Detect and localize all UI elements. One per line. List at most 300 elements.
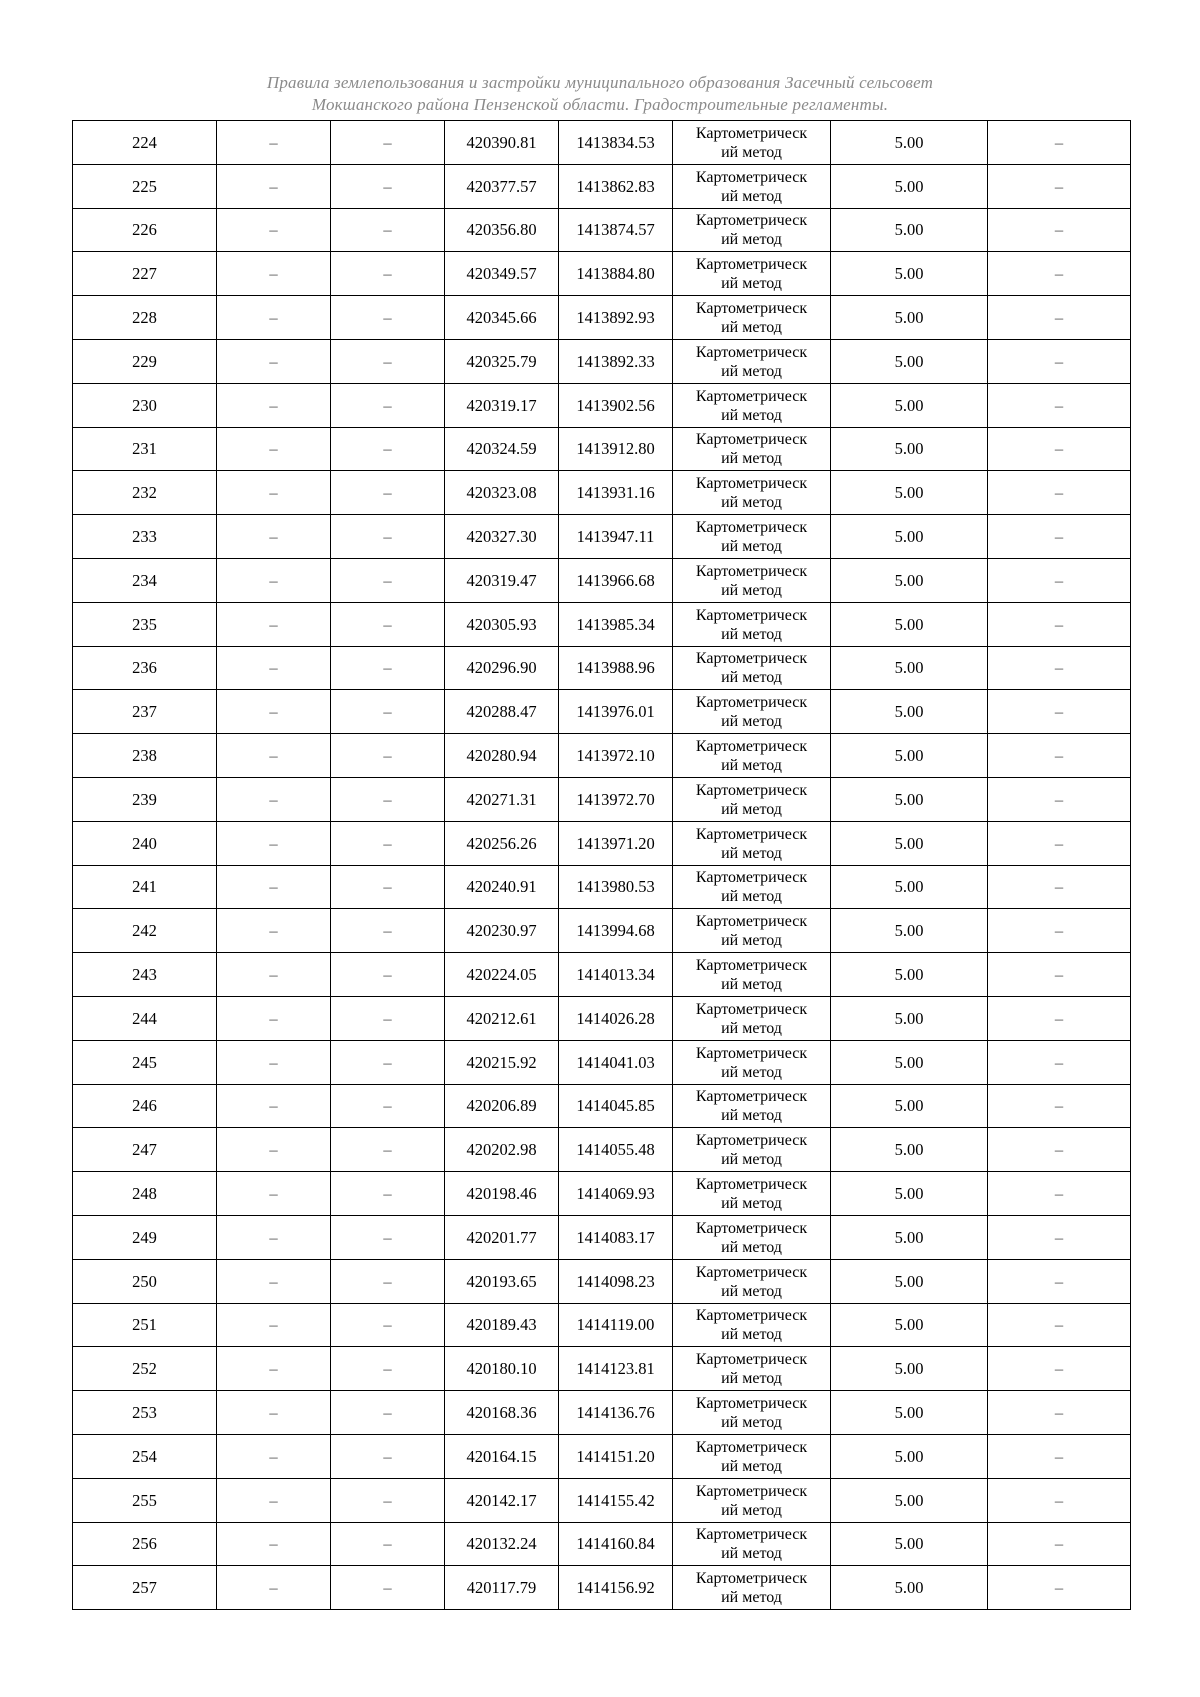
x-coordinate-cell: 420288.47 (445, 690, 559, 734)
y-coordinate-cell: 1414160.84 (559, 1522, 673, 1566)
point-number-cell: 225 (73, 164, 217, 208)
method-text-line-1: Картометрическ (695, 562, 808, 580)
accuracy-cell: 5.00 (831, 1303, 988, 1347)
accuracy-cell: 5.00 (831, 602, 988, 646)
table-row (73, 953, 1131, 997)
x-coordinate-cell: 420280.94 (445, 734, 559, 778)
method-text-line-1: Картометрическ (695, 781, 808, 799)
y-coordinate-cell: 1413980.53 (559, 865, 673, 909)
method-cell (673, 865, 831, 909)
empty-cell: – (988, 1303, 1131, 1347)
accuracy-cell: 5.00 (831, 1215, 988, 1259)
table-row (73, 777, 1131, 821)
x-coordinate-cell: 420345.66 (445, 296, 559, 340)
method-text-line-1: Картометрическ (695, 124, 808, 142)
table-row (73, 471, 1131, 515)
empty-cell: – (988, 383, 1131, 427)
empty-cell: – (217, 471, 331, 515)
point-number-cell: 253 (73, 1391, 217, 1435)
y-coordinate-cell: 1413947.11 (559, 515, 673, 559)
x-coordinate-cell: 420224.05 (445, 953, 559, 997)
method-text-line-1: Картометрическ (695, 1482, 808, 1500)
empty-cell: – (217, 1522, 331, 1566)
empty-cell: – (331, 339, 445, 383)
table-row (73, 121, 1131, 165)
table-row (73, 1303, 1131, 1347)
method-text-line-1: Картометрическ (695, 168, 808, 186)
y-coordinate-cell: 1414083.17 (559, 1215, 673, 1259)
point-number-cell: 236 (73, 646, 217, 690)
empty-cell: – (988, 208, 1131, 252)
header-line-2: Мокшанского района Пензенской области. Градостроительные регламенты. (311, 95, 889, 114)
method-cell (673, 690, 831, 734)
y-coordinate-cell: 1414026.28 (559, 996, 673, 1040)
table-row (73, 252, 1131, 296)
table-row (73, 164, 1131, 208)
empty-cell: – (217, 734, 331, 778)
accuracy-cell: 5.00 (831, 1128, 988, 1172)
method-text-line-2: ий метод (721, 319, 782, 337)
empty-cell: – (217, 1084, 331, 1128)
y-coordinate-cell: 1413976.01 (559, 690, 673, 734)
empty-cell: – (331, 777, 445, 821)
empty-cell: – (988, 1391, 1131, 1435)
method-cell (673, 164, 831, 208)
method-cell (673, 996, 831, 1040)
method-text-line-2: ий метод (721, 800, 782, 818)
empty-cell: – (988, 339, 1131, 383)
empty-cell: – (331, 1128, 445, 1172)
method-text-line-2: ий метод (721, 625, 782, 643)
accuracy-cell: 5.00 (831, 734, 988, 778)
empty-cell: – (988, 1347, 1131, 1391)
y-coordinate-cell: 1413902.56 (559, 383, 673, 427)
accuracy-cell: 5.00 (831, 909, 988, 953)
y-coordinate-cell: 1413966.68 (559, 558, 673, 602)
y-coordinate-cell: 1414155.42 (559, 1478, 673, 1522)
empty-cell: – (217, 296, 331, 340)
accuracy-cell: 5.00 (831, 339, 988, 383)
table-row (73, 821, 1131, 865)
table-row (73, 515, 1131, 559)
table-row (73, 208, 1131, 252)
empty-cell: – (217, 646, 331, 690)
method-text-line-1: Картометрическ (695, 825, 808, 843)
point-number-cell: 242 (73, 909, 217, 953)
method-text-line-2: ий метод (721, 1589, 782, 1607)
method-text-line-2: ий метод (721, 187, 782, 205)
table-row (73, 734, 1131, 778)
empty-cell: – (331, 164, 445, 208)
empty-cell: – (217, 1347, 331, 1391)
y-coordinate-cell: 1414013.34 (559, 953, 673, 997)
y-coordinate-cell: 1414041.03 (559, 1040, 673, 1084)
y-coordinate-cell: 1413892.33 (559, 339, 673, 383)
empty-cell: – (331, 1040, 445, 1084)
y-coordinate-cell: 1413985.34 (559, 602, 673, 646)
table-row (73, 1259, 1131, 1303)
y-coordinate-cell: 1414136.76 (559, 1391, 673, 1435)
empty-cell: – (217, 1303, 331, 1347)
empty-cell: – (988, 821, 1131, 865)
point-number-cell: 245 (73, 1040, 217, 1084)
empty-cell: – (988, 515, 1131, 559)
accuracy-cell: 5.00 (831, 427, 988, 471)
method-cell (673, 1303, 831, 1347)
empty-cell: – (331, 1347, 445, 1391)
method-text-line-2: ий метод (721, 1238, 782, 1256)
method-text-line-1: Картометрическ (695, 913, 808, 931)
empty-cell: – (988, 602, 1131, 646)
empty-cell: – (331, 734, 445, 778)
method-text-line-2: ий метод (721, 1107, 782, 1125)
y-coordinate-cell: 1414156.92 (559, 1566, 673, 1610)
empty-cell: – (217, 252, 331, 296)
method-cell (673, 558, 831, 602)
accuracy-cell: 5.00 (831, 383, 988, 427)
empty-cell: – (988, 121, 1131, 165)
accuracy-cell: 5.00 (831, 865, 988, 909)
empty-cell: – (988, 558, 1131, 602)
y-coordinate-cell: 1413931.16 (559, 471, 673, 515)
method-text-line-1: Картометрическ (695, 1219, 808, 1237)
y-coordinate-cell: 1413972.70 (559, 777, 673, 821)
accuracy-cell: 5.00 (831, 1434, 988, 1478)
method-text-line-1: Картометрическ (695, 475, 808, 493)
method-text-line-2: ий метод (721, 1326, 782, 1344)
empty-cell: – (217, 1259, 331, 1303)
empty-cell: – (331, 1566, 445, 1610)
method-text-line-1: Картометрическ (695, 431, 808, 449)
x-coordinate-cell: 420201.77 (445, 1215, 559, 1259)
method-text-line-2: ий метод (721, 538, 782, 556)
method-cell (673, 1172, 831, 1216)
empty-cell: – (988, 996, 1131, 1040)
method-cell (673, 1522, 831, 1566)
empty-cell: – (331, 558, 445, 602)
empty-cell: – (217, 1478, 331, 1522)
table-row (73, 1522, 1131, 1566)
table-row (73, 1434, 1131, 1478)
method-cell (673, 515, 831, 559)
empty-cell: – (331, 383, 445, 427)
coordinates-table-container (72, 120, 1130, 1610)
method-text-line-1: Картометрическ (695, 1000, 808, 1018)
point-number-cell: 246 (73, 1084, 217, 1128)
empty-cell: – (331, 121, 445, 165)
coordinates-table (72, 120, 1131, 1610)
accuracy-cell: 5.00 (831, 777, 988, 821)
accuracy-cell: 5.00 (831, 1040, 988, 1084)
x-coordinate-cell: 420198.46 (445, 1172, 559, 1216)
empty-cell: – (217, 1040, 331, 1084)
empty-cell: – (988, 909, 1131, 953)
method-cell (673, 1391, 831, 1435)
y-coordinate-cell: 1413874.57 (559, 208, 673, 252)
x-coordinate-cell: 420189.43 (445, 1303, 559, 1347)
method-text-line-2: ий метод (721, 450, 782, 468)
x-coordinate-cell: 420202.98 (445, 1128, 559, 1172)
empty-cell: – (988, 1434, 1131, 1478)
accuracy-cell: 5.00 (831, 1522, 988, 1566)
empty-cell: – (331, 427, 445, 471)
point-number-cell: 228 (73, 296, 217, 340)
y-coordinate-cell: 1413972.10 (559, 734, 673, 778)
empty-cell: – (988, 427, 1131, 471)
method-cell (673, 1215, 831, 1259)
method-cell (673, 1084, 831, 1128)
method-text-line-1: Картометрическ (695, 694, 808, 712)
empty-cell: – (988, 865, 1131, 909)
point-number-cell: 229 (73, 339, 217, 383)
method-text-line-1: Картометрическ (695, 519, 808, 537)
method-cell (673, 1434, 831, 1478)
accuracy-cell: 5.00 (831, 690, 988, 734)
empty-cell: – (217, 1172, 331, 1216)
method-cell (673, 1566, 831, 1610)
empty-cell: – (331, 515, 445, 559)
empty-cell: – (331, 996, 445, 1040)
x-coordinate-cell: 420256.26 (445, 821, 559, 865)
table-row (73, 339, 1131, 383)
accuracy-cell: 5.00 (831, 996, 988, 1040)
method-cell (673, 252, 831, 296)
method-text-line-1: Картометрическ (695, 1088, 808, 1106)
empty-cell: – (217, 602, 331, 646)
point-number-cell: 251 (73, 1303, 217, 1347)
method-text-line-2: ий метод (721, 888, 782, 906)
empty-cell: – (217, 208, 331, 252)
method-cell (673, 1128, 831, 1172)
table-row (73, 996, 1131, 1040)
method-cell (673, 1478, 831, 1522)
table-row (73, 1084, 1131, 1128)
point-number-cell: 257 (73, 1566, 217, 1610)
method-text-line-2: ий метод (721, 362, 782, 380)
method-cell (673, 427, 831, 471)
y-coordinate-cell: 1414045.85 (559, 1084, 673, 1128)
empty-cell: – (988, 471, 1131, 515)
accuracy-cell: 5.00 (831, 1172, 988, 1216)
y-coordinate-cell: 1413994.68 (559, 909, 673, 953)
point-number-cell: 235 (73, 602, 217, 646)
x-coordinate-cell: 420271.31 (445, 777, 559, 821)
method-text-line-1: Картометрическ (695, 650, 808, 668)
x-coordinate-cell: 420327.30 (445, 515, 559, 559)
empty-cell: – (217, 1215, 331, 1259)
table-row (73, 427, 1131, 471)
method-cell (673, 777, 831, 821)
accuracy-cell: 5.00 (831, 252, 988, 296)
empty-cell: – (988, 164, 1131, 208)
accuracy-cell: 5.00 (831, 558, 988, 602)
x-coordinate-cell: 420319.47 (445, 558, 559, 602)
empty-cell: – (988, 953, 1131, 997)
y-coordinate-cell: 1413988.96 (559, 646, 673, 690)
point-number-cell: 230 (73, 383, 217, 427)
method-text-line-1: Картометрическ (695, 957, 808, 975)
method-text-line-2: ий метод (721, 143, 782, 161)
y-coordinate-cell: 1414123.81 (559, 1347, 673, 1391)
point-number-cell: 244 (73, 996, 217, 1040)
empty-cell: – (331, 471, 445, 515)
x-coordinate-cell: 420323.08 (445, 471, 559, 515)
accuracy-cell: 5.00 (831, 1084, 988, 1128)
method-text-line-2: ий метод (721, 1414, 782, 1431)
method-text-line-2: ий метод (721, 932, 782, 950)
empty-cell: – (988, 296, 1131, 340)
method-text-line-2: ий метод (721, 669, 782, 687)
method-text-line-2: ий метод (721, 1063, 782, 1081)
page-header (0, 72, 1200, 116)
x-coordinate-cell: 420193.65 (445, 1259, 559, 1303)
table-row (73, 383, 1131, 427)
accuracy-cell: 5.00 (831, 164, 988, 208)
y-coordinate-cell: 1413912.80 (559, 427, 673, 471)
accuracy-cell: 5.00 (831, 1391, 988, 1435)
accuracy-cell: 5.00 (831, 471, 988, 515)
empty-cell: – (331, 1391, 445, 1435)
method-text-line-2: ий метод (721, 1195, 782, 1213)
empty-cell: – (217, 383, 331, 427)
y-coordinate-cell: 1413971.20 (559, 821, 673, 865)
empty-cell: – (331, 690, 445, 734)
method-text-line-2: ий метод (721, 231, 782, 249)
method-text-line-1: Картометрическ (695, 300, 808, 318)
accuracy-cell: 5.00 (831, 646, 988, 690)
empty-cell: – (217, 909, 331, 953)
accuracy-cell: 5.00 (831, 121, 988, 165)
x-coordinate-cell: 420377.57 (445, 164, 559, 208)
method-text-line-1: Картометрическ (695, 1351, 808, 1369)
accuracy-cell: 5.00 (831, 821, 988, 865)
method-cell (673, 734, 831, 778)
point-number-cell: 238 (73, 734, 217, 778)
table-row (73, 558, 1131, 602)
method-text-line-1: Картометрическ (695, 1526, 808, 1544)
y-coordinate-cell: 1413892.93 (559, 296, 673, 340)
y-coordinate-cell: 1414055.48 (559, 1128, 673, 1172)
point-number-cell: 227 (73, 252, 217, 296)
empty-cell: – (331, 1084, 445, 1128)
accuracy-cell: 5.00 (831, 515, 988, 559)
empty-cell: – (331, 865, 445, 909)
method-cell (673, 208, 831, 252)
method-text-line-1: Картометрическ (695, 212, 808, 230)
method-text-line-1: Картометрическ (695, 1395, 808, 1412)
method-text-line-2: ий метод (721, 1282, 782, 1300)
method-text-line-1: Картометрическ (695, 1263, 808, 1281)
empty-cell: – (988, 734, 1131, 778)
method-text-line-1: Картометрическ (695, 1044, 808, 1062)
x-coordinate-cell: 420142.17 (445, 1478, 559, 1522)
empty-cell: – (331, 909, 445, 953)
x-coordinate-cell: 420349.57 (445, 252, 559, 296)
method-text-line-2: ий метод (721, 494, 782, 512)
point-number-cell: 254 (73, 1434, 217, 1478)
x-coordinate-cell: 420215.92 (445, 1040, 559, 1084)
y-coordinate-cell: 1414119.00 (559, 1303, 673, 1347)
accuracy-cell: 5.00 (831, 208, 988, 252)
empty-cell: – (331, 646, 445, 690)
method-text-line-1: Картометрическ (695, 606, 808, 624)
x-coordinate-cell: 420356.80 (445, 208, 559, 252)
x-coordinate-cell: 420117.79 (445, 1566, 559, 1610)
x-coordinate-cell: 420206.89 (445, 1084, 559, 1128)
method-text-line-1: Картометрическ (695, 1307, 808, 1325)
accuracy-cell: 5.00 (831, 953, 988, 997)
table-row (73, 646, 1131, 690)
method-cell (673, 646, 831, 690)
x-coordinate-cell: 420319.17 (445, 383, 559, 427)
table-row (73, 602, 1131, 646)
method-cell (673, 1259, 831, 1303)
method-text-line-2: ий метод (721, 1501, 782, 1519)
method-text-line-2: ий метод (721, 406, 782, 424)
table-row (73, 1215, 1131, 1259)
point-number-cell: 232 (73, 471, 217, 515)
method-text-line-1: Картометрическ (695, 1570, 808, 1588)
point-number-cell: 226 (73, 208, 217, 252)
point-number-cell: 255 (73, 1478, 217, 1522)
empty-cell: – (988, 646, 1131, 690)
method-text-line-1: Картометрическ (695, 1132, 808, 1150)
method-cell (673, 121, 831, 165)
empty-cell: – (988, 1478, 1131, 1522)
header-line-1: Правила землепользования и застройки муниципального образования Засечный сельсовет (266, 73, 934, 92)
empty-cell: – (988, 1259, 1131, 1303)
method-cell (673, 339, 831, 383)
empty-cell: – (331, 821, 445, 865)
point-number-cell: 237 (73, 690, 217, 734)
method-cell (673, 821, 831, 865)
method-text-line-1: Картометрическ (695, 256, 808, 274)
accuracy-cell: 5.00 (831, 1566, 988, 1610)
method-text-line-2: ий метод (721, 581, 782, 599)
x-coordinate-cell: 420296.90 (445, 646, 559, 690)
table-row (73, 1172, 1131, 1216)
accuracy-cell: 5.00 (831, 1259, 988, 1303)
method-text-line-1: Картометрическ (695, 1176, 808, 1194)
y-coordinate-cell: 1414069.93 (559, 1172, 673, 1216)
accuracy-cell: 5.00 (831, 296, 988, 340)
method-text-line-2: ий метод (721, 1370, 782, 1388)
empty-cell: – (331, 1522, 445, 1566)
empty-cell: – (217, 1128, 331, 1172)
method-text-line-1: Картометрическ (695, 1438, 808, 1456)
method-cell (673, 1347, 831, 1391)
empty-cell: – (217, 339, 331, 383)
method-cell (673, 953, 831, 997)
point-number-cell: 224 (73, 121, 217, 165)
empty-cell: – (988, 1128, 1131, 1172)
empty-cell: – (217, 1434, 331, 1478)
x-coordinate-cell: 420325.79 (445, 339, 559, 383)
empty-cell: – (331, 1172, 445, 1216)
empty-cell: – (217, 558, 331, 602)
empty-cell: – (988, 1084, 1131, 1128)
empty-cell: – (331, 208, 445, 252)
empty-cell: – (217, 777, 331, 821)
method-cell (673, 296, 831, 340)
point-number-cell: 240 (73, 821, 217, 865)
empty-cell: – (988, 690, 1131, 734)
empty-cell: – (331, 1478, 445, 1522)
empty-cell: – (217, 865, 331, 909)
empty-cell: – (331, 1259, 445, 1303)
table-row (73, 1478, 1131, 1522)
empty-cell: – (988, 1522, 1131, 1566)
